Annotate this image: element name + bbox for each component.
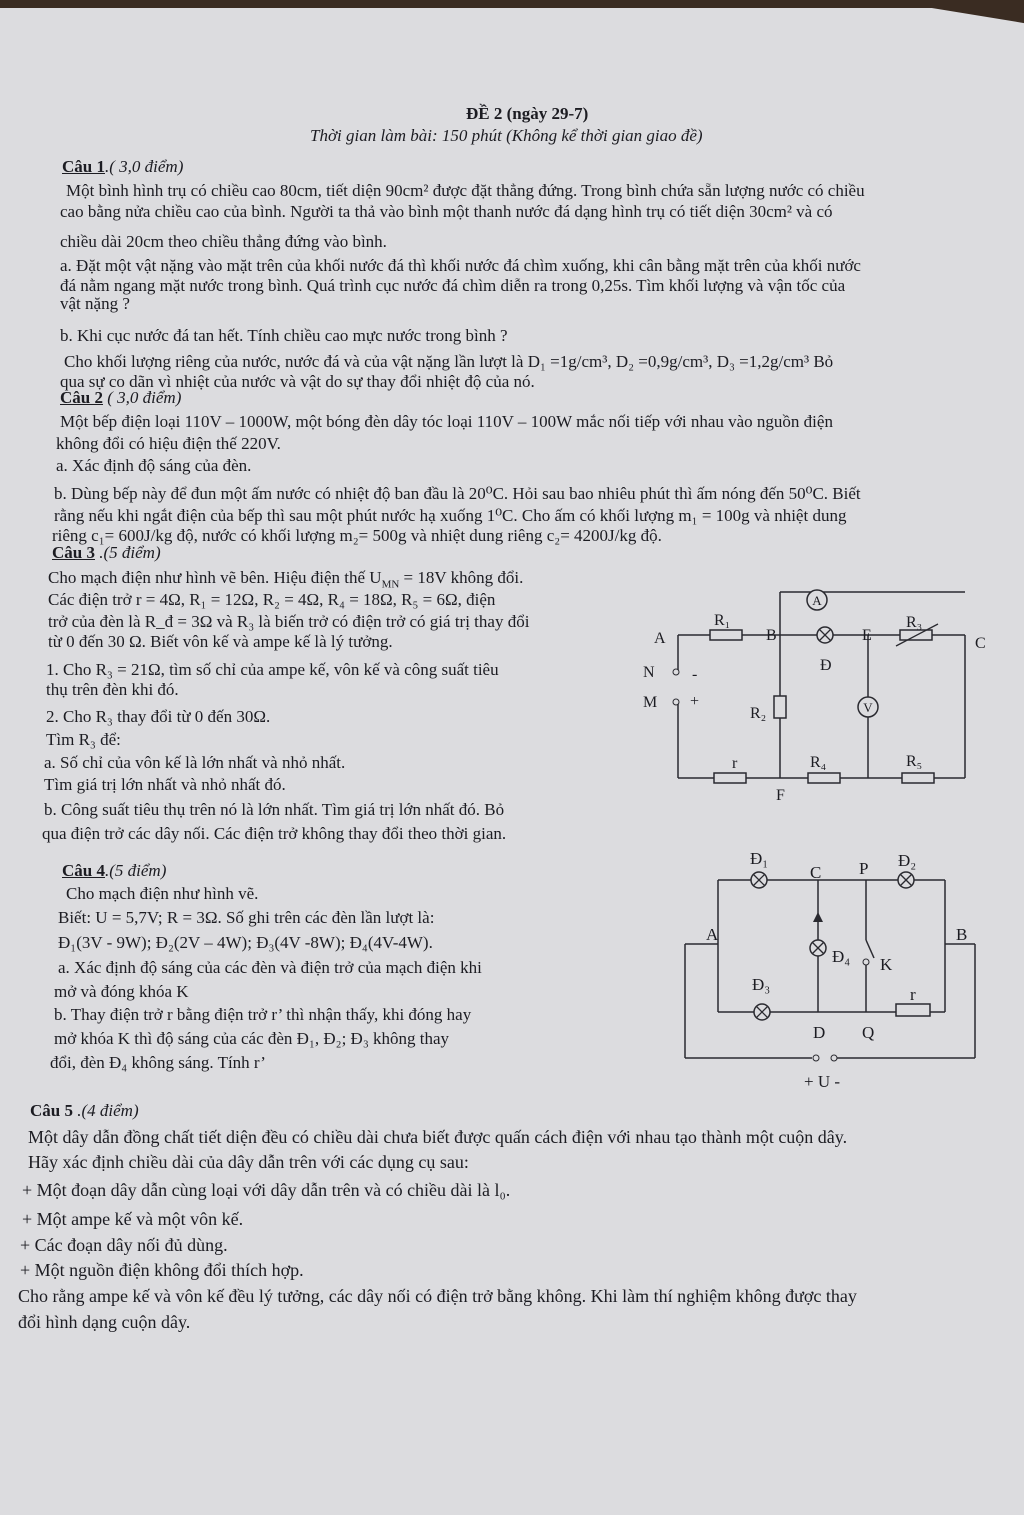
q4-heading: Câu 4 [62,861,105,880]
q5-line: + Một đoạn dây dẫn cùng loại với dây dẫn trên và có chiều dài là l₀. [22,1180,511,1200]
node-f-label: F [776,787,785,804]
lamp-d3-icon [754,1004,770,1020]
q1-heading: Câu 1 [62,157,105,176]
q2-line: a. Xác định độ sáng của đèn. [56,456,252,475]
r5-label: R₅ [906,753,923,770]
q3-line-tail: = 18V không đổi. [399,568,524,587]
switch-k-label: K [880,955,893,974]
q4-line: b. Thay điện trở r bằng điện trở r’ thì nhận thấy, khi đóng hay [54,1005,472,1024]
lamp-d1-icon [751,872,767,888]
svg-text:V: V [863,700,873,715]
terminal-minus-icon [831,1055,837,1061]
node-c-label: C [810,863,822,882]
lamp-label: Đ [820,657,832,674]
d4-label: Đ₄ [832,947,851,966]
q5-line: Cho rằng ampe kế và vôn kế đều lý tưởng, các dây nối có điện trở bằng không. Khi làm thí nghiệm không được thay [18,1286,857,1306]
q5-line: + Một nguồn điện không đổi thích hợp. [20,1260,304,1280]
exam-title: ĐỀ 2 (ngày 29-7) [466,104,589,123]
r-label: r [910,985,916,1004]
q2-heading: Câu 2 [60,388,103,407]
q3-line: Tìm R₃ để: [46,730,121,749]
q5-heading: Câu 5 [30,1101,73,1120]
node-b-label: B [956,925,968,944]
resistor-r4 [808,773,840,783]
q3-line: a. Số chỉ của vôn kế là lớn nhất và nhỏ nhất. [44,753,346,772]
terminal-minus-label: - [692,666,698,683]
q4-heading-line [62,861,166,881]
q3-heading-line [52,543,161,563]
q4-line: Đ₁(3V - 9W); Đ₂(2V – 4W); Đ₃(4V -8W); Đ₄(4V-4W). [58,933,433,952]
terminal-n-icon [673,669,679,675]
q3-line: từ 0 đến 30 Ω. Biết vôn kế và ampe kế là lý tưởng. [48,632,393,651]
node-p-label: P [859,859,869,878]
q1-line: qua sự co dãn vì nhiệt của nước và vật do sự thay đổi nhiệt độ của nó. [60,372,535,391]
q1-points: .( 3,0 điểm) [104,157,184,176]
q3-line: trở của đèn là R_đ = 3Ω và R₃ là biến trở có điện trở có giá trị thay đổi [48,612,530,631]
q4-line: a. Xác định độ sáng của các đèn và điện trở của mạch điện khi [58,958,482,977]
resistor-r1 [710,630,742,640]
q1-line: b. Khi cục nước đá tan hết. Tính chiều cao mực nước trong bình ? [60,326,508,345]
ammeter-icon [807,590,827,610]
node-b-label: B [766,627,777,644]
q3-line: qua điện trở các dây nối. Các điện trở không thay đổi theo thời gian. [42,824,507,843]
resistor-r [896,1004,930,1016]
q5-heading-line [30,1101,139,1121]
q3-line: b. Công suất tiêu thụ trên nó là lớn nhất. Tìm giá trị lớn nhất đó. Bỏ [44,800,505,819]
voltmeter-icon [858,697,878,717]
q4-line: Cho mạch điện như hình vẽ. [66,884,259,903]
current-arrow-icon [813,912,823,922]
q2-heading-line [60,388,181,408]
r4-label: R₄ [810,754,827,771]
q1-line: chiều dài 20cm theo chiều thẳng đứng vào bình. [60,232,387,251]
node-a-label: A [654,630,666,647]
r-label: r [732,755,738,772]
q3-line: Các điện trở r = 4Ω, R₁ = 12Ω, R₂ = 4Ω, R₄ = 18Ω, R₅ = 6Ω, điện [48,590,496,609]
q3-line-text: Cho mạch điện như hình vẽ bên. Hiệu điện thế U [48,568,382,587]
terminal-plus-icon [813,1055,819,1061]
q3-line-sub: MN [381,578,400,591]
resistor-r2 [774,696,786,718]
q2-line: b. Dùng bếp này để đun một ấm nước có nhiệt độ ban đầu là 20⁰C. Hỏi sau bao nhiêu phút thì ấm nóng đến 50⁰C. Biết [54,484,861,503]
q1-line: vật nặng ? [60,294,130,313]
d1-label: Đ₁ [750,849,769,868]
q4-circuit-diagram [670,840,985,1090]
q1-heading-line [62,157,183,177]
q2-points: ( 3,0 điểm) [102,388,182,407]
terminal-m-icon [673,699,679,705]
q1-line: Cho khối lượng riêng của nước, nước đá và của vật nặng lần lượt là D₁ =1g/cm³, D₂ =0,9g/cm³, D₃ =1,2g/cm³ Bỏ [64,352,834,371]
q2-line: không đổi có hiệu điện thế 220V. [56,434,281,453]
q2-line: riêng c₁= 600J/kg độ, nước có khối lượng m₂= 500g và nhiệt dung riêng c₂= 4200J/kg độ. [52,526,662,545]
node-c-label: C [975,635,986,652]
q4-line: đổi, đèn Đ₄ không sáng. Tính r’ [50,1053,266,1072]
r2-label: R₂ [750,705,767,722]
q3-line: 1. Cho R₃ = 21Ω, tìm số chỉ của ampe kế, vôn kế và công suất tiêu [46,660,499,679]
d2-label: Đ₂ [898,851,917,870]
q3-line: 2. Cho R₃ thay đổi từ 0 đến 30Ω. [46,707,271,726]
svg-text:A: A [812,593,822,608]
q1-line: đá nằm ngang mặt nước trong bình. Quá trình cục nước đá chìm diễn ra trong 0,25s. Tìm khối lượng và vận tốc của [60,276,846,295]
node-q-label: Q [862,1023,875,1042]
node-d-label: D [813,1023,826,1042]
lamp-d2-icon [898,872,914,888]
q5-line: + Một ampe kế và một vôn kế. [22,1209,244,1229]
q1-line: a. Đặt một vật nặng vào mặt trên của khối nước đá thì khối nước đá chìm xuống, khi cân bằng mặt trên của khối nước [60,256,861,275]
q4-line: mở khóa K thì độ sáng của các đèn Đ₁, Đ₂; Đ₃ không thay [54,1029,450,1048]
q1-line: Một bình hình trụ có chiều cao 80cm, tiết diện 90cm² được đặt thẳng đứng. Trong bình chứa sẵn lượng nước có chiều [66,181,865,200]
q5-line: Hãy xác định chiều dài của dây dẫn trên với các dụng cụ sau: [28,1152,469,1172]
q4-points: .(5 điểm) [104,861,167,880]
terminal-plus-label: + [690,693,700,710]
node-n-label: N [643,664,655,681]
switch-k-contact [863,959,869,965]
q5-line: đổi hình dạng cuộn dây. [18,1312,191,1332]
q3-points: .(5 điểm) [94,543,161,562]
q3-line: thụ trên đèn khi đó. [46,680,179,699]
q4-line: Biết: U = 5,7V; R = 3Ω. Số ghi trên các đèn lần lượt là: [58,908,435,927]
r1-label: R₁ [714,612,731,629]
node-a-label: A [706,925,719,944]
resistor-r5 [902,773,934,783]
r3-label: R₃ [906,614,923,631]
node-e-label: E [862,627,872,644]
node-m-label: M [643,694,658,711]
lamp-d4-icon [810,940,826,956]
q3-heading: Câu 3 [52,543,95,562]
q5-line: Một dây dẫn đồng chất tiết diện đều có chiều dài chưa biết được quấn cách điện với nhau tạo thành một cuộn dây. [28,1127,848,1147]
q3-line: Tìm giá trị lớn nhất và nhỏ nhất đó. [44,775,286,794]
q1-line: cao bằng nửa chiều cao của bình. Người ta thả vào bình một thanh nước đá dạng hình trụ có tiết diện 30cm² và có [60,202,833,221]
q5-line: + Các đoạn dây nối đủ dùng. [20,1235,228,1255]
exam-subtitle: Thời gian làm bài: 150 phút (Không kể thời gian giao đề) [310,126,703,145]
d3-label: Đ₃ [752,975,771,994]
q5-points: .(4 điểm) [72,1101,139,1120]
q3-circuit-diagram [630,585,1000,815]
source-u-label: + U - [804,1072,841,1090]
resistor-r [714,773,746,783]
lamp-icon [817,627,833,643]
q2-line: rằng nếu khi ngắt điện của bếp thì sau một phút nước hạ xuống 1⁰C. Cho ấm có khối lượng m₁ = 100g và nhiệt dung [54,506,847,525]
q2-line: Một bếp điện loại 110V – 1000W, một bóng đèn dây tóc loại 110V – 100W mắc nối tiếp với nhau vào nguồn điện [60,412,833,431]
q4-line: mở và đóng khóa K [54,982,189,1001]
